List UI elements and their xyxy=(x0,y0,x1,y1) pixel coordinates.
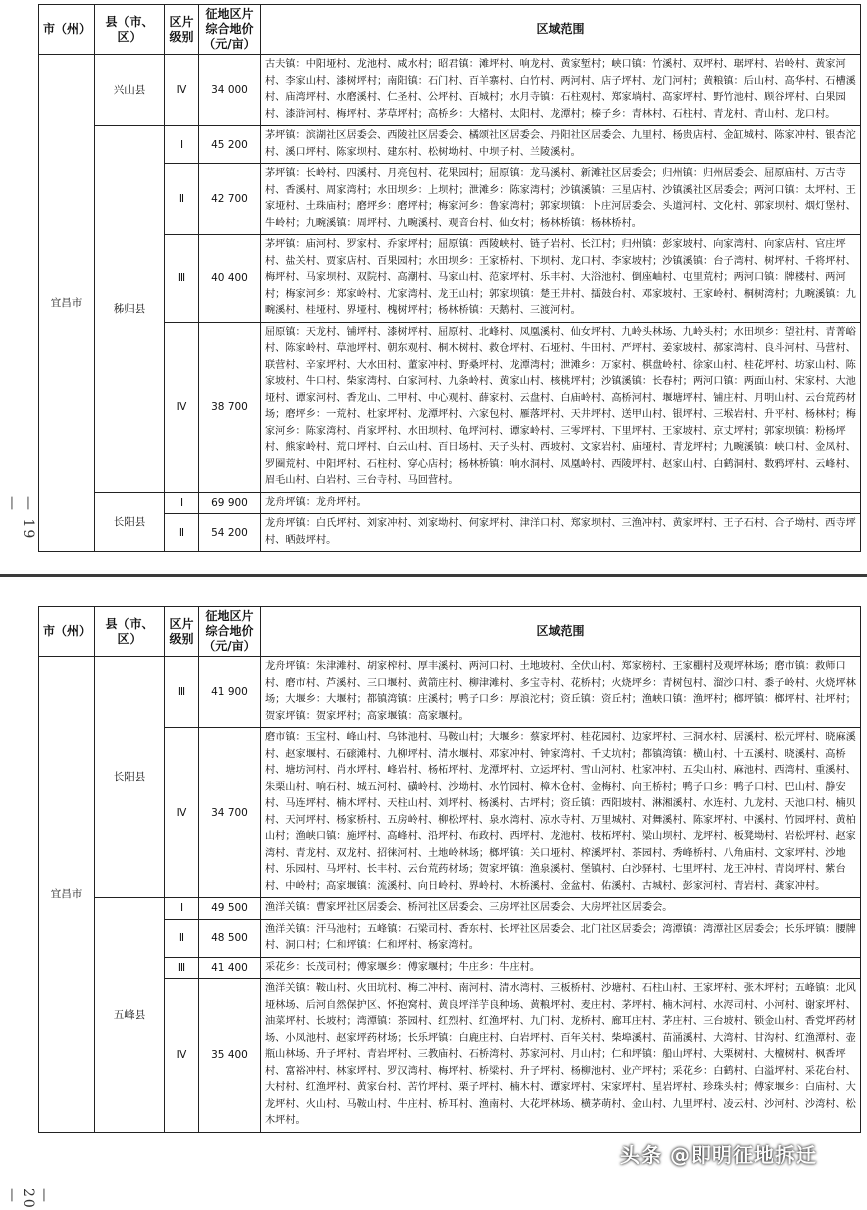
table-row xyxy=(39,657,861,728)
area-cell: 渔洋关镇：汗马池村；五峰镇：石梁司村、香东村、长坪社区居委会、北门社区居委会；湾潭镇：湾潭社区居委会；长乐坪镇：腰牌村、洞口村；仁和坪镇：仁和坪村、杨家湾村。 xyxy=(261,919,861,957)
area-cell: 渔洋关镇：曹家坪社区居委会、桥河社区居委会、三房坪社区居委会、大房坪社区居委会。 xyxy=(261,898,861,920)
city-cell: 宜昌市 xyxy=(39,55,95,552)
area-cell: 古夫镇：中阳垭村、龙池村、咸水村；昭君镇：滩坪村、响龙村、黄家堑村；峡口镇：竹溪村、双坪村、琚坪村、岩岭村、黄家河村、李家山村、漆树坪村；南阳镇：石门村、百羊寨村、白竹村、两河村、店子坪村、龙门河村；黄粮镇：后山村、高华村、石槽溪村、庙湾坪村、水磨溪村、仁圣村、公坪村、百城村；水月寺镇：石柱观村、郑家埫村、高家坪村、野竹池村、顾谷坪村、白果园村、漆浒河村、梅坪村、茅草坪村；高桥乡：大楮村、太阳村、龙潭村；榛子乡：青林村、石柱村、青龙村、青山村、龙口村。 xyxy=(261,55,861,126)
area-cell: 茅坪镇：滨湖社区居委会、西陵社区居委会、橘颂社区居委会、丹阳社区居委会、九里村、杨贵店村、金缸城村、陈家冲村、银杏沱村、溪口坪村、陈家坝村、建东村、松树坳村、中坝子村、兰陵溪村。 xyxy=(261,126,861,164)
table-row xyxy=(39,55,861,126)
price-cell: 54 200 xyxy=(199,514,261,552)
table-row xyxy=(39,898,861,920)
price-cell: 41 900 xyxy=(199,657,261,728)
header-level: 区片级别 xyxy=(165,5,199,55)
level-cell: Ⅳ xyxy=(165,55,199,126)
header-level: 区片级别 xyxy=(165,607,199,657)
area-cell: 茅坪镇：长岭村、四溪村、月亮包村、花果园村；屈原镇：龙马溪村、新滩社区居委会；归州镇：归州居委会、屈原庙村、万古寺村、香溪村、周家湾村；水田坝乡：上坝村；泄滩乡：陈家湾村；沙镇溪镇：三星店村、沙镇溪社区居委会；两河口镇：太坪村、王家垭村、土珠庙村；磨坪乡：磨坪村；梅家河乡：鲁家湾村；郭家坝镇：卜庄河居委会、头道河村、文化村、郭家坝村、烟灯堡村、牛岭村；九畹溪镇：周坪村、九畹溪村、观音台村、仙女村；杨林桥镇：杨林桥村。 xyxy=(261,164,861,235)
page-number-20: — 20 — xyxy=(4,1188,52,1210)
level-cell: Ⅱ xyxy=(165,164,199,235)
table-row xyxy=(39,492,861,514)
level-cell: Ⅲ xyxy=(165,957,199,979)
price-cell: 40 400 xyxy=(199,235,261,323)
level-cell: Ⅱ xyxy=(165,919,199,957)
header-county: 县（市、区） xyxy=(95,607,165,657)
table-header-row xyxy=(39,5,861,55)
table-header-row xyxy=(39,607,861,657)
price-cell: 34 000 xyxy=(199,55,261,126)
county-cell-wufeng: 五峰县 xyxy=(95,898,165,1133)
page-separator xyxy=(0,560,867,590)
level-cell: Ⅳ xyxy=(165,728,199,898)
level-cell: Ⅳ xyxy=(165,979,199,1133)
area-cell: 采花乡：长茂司村；傅家堰乡：傅家堰村；牛庄乡：牛庄村。 xyxy=(261,957,861,979)
county-cell-xingshan: 兴山县 xyxy=(95,55,165,126)
price-cell: 48 500 xyxy=(199,919,261,957)
land-price-table-page-19 xyxy=(38,4,861,552)
page-number-19: — 19 — xyxy=(4,496,36,541)
level-cell: Ⅰ xyxy=(165,492,199,514)
header-county: 县（市、区） xyxy=(95,5,165,55)
header-city: 市（州） xyxy=(39,5,95,55)
header-city: 市（州） xyxy=(39,607,95,657)
price-cell: 34 700 xyxy=(199,728,261,898)
header-price: 征地区片综合地价（元/亩） xyxy=(199,5,261,55)
price-cell: 35 400 xyxy=(199,979,261,1133)
area-cell: 龙舟坪镇：朱津滩村、胡家榨村、厚丰溪村、两河口村、土地坡村、全伏山村、郑家榜村、王家棚村及观坪林场；磨市镇：救师口村、磨市村、芦溪村、三口堰村、黄箭庄村、柳津滩村、多宝寺村、花桥村；火烧坪乡：青树包村、溜沙口村、黍子岭村、火烧坪林场；大堰乡：大堰村；都镇湾镇：庄溪村；鸭子口乡：厚浪沱村；资丘镇：资丘村；渔峡口镇：渔坪村；榔坪镇：榔坪村、社坪村；贺家坪镇：贺家坪村；高家堰镇：高家堰村。 xyxy=(261,657,861,728)
area-cell: 茅坪镇：庙河村、罗家村、乔家坪村；屈原镇：西陵峡村、链子岩村、长江村；归州镇：彭家坡村、向家湾村、向家店村、官庄坪村、盐关村、贾家店村、百果园村；水田坝乡：王家桥村、下坝村、龙口村、李家坡村；沙镇溪镇：台子湾村、树坪村、千将坪村、梅坪村、马家坝村、双院村、高潮村、马家山村、范家坪村、乐丰村、大浴池村、倒座岫村、屯里荒村；两河口镇：牌楼村、两河村；梅家河乡：郑家岭村、尤家湾村、龙王山村；郭家坝镇：楚王井村、擂鼓台村、邓家坡村、王家岭村、桐树湾村；九畹溪镇：九畹溪村、桂垭村、界垭村、槐树坪村；杨林桥镇：天鹅村、三渡河村。 xyxy=(261,235,861,323)
price-cell: 41 400 xyxy=(199,957,261,979)
city-cell: 宜昌市 xyxy=(39,657,95,1133)
level-cell: Ⅳ xyxy=(165,322,199,492)
page-19 xyxy=(0,0,867,560)
price-cell: 38 700 xyxy=(199,322,261,492)
level-cell: Ⅲ xyxy=(165,657,199,728)
area-cell: 屈原镇：天龙村、铺坪村、漆树坪村、屈原村、北峰村、凤凰溪村、仙女坪村、九岭头林场、九岭头村；水田坝乡：望社村、青菁峪村、陈家岭村、草池坪村、朝东观村、桐木树村、救仓坪村、石垭村、牛田村、严坪村、姜家坡村、郝家湾村、良斗河村、马营村、联营村、辛家坪村、大水田村、董家冲村、野桑坪村、龙潭湾村；泄滩乡：万家村、棋盘岭村、徐家山村、桂花坪村、坊家山村、陈家坡村、牛口村、柴家湾村、白家河村、九条岭村、黄家山村、核桃坪村；沙镇溪镇：长春村；两河口镇：两面山村、宋家村、大池垭村、谭家河村、香龙山、二甲村、中心观村、薛家村、云盘村、白庙岭村、高桥河村、堰塘坪村、铺庄村、月明山村、云台荒药材场；磨坪乡：一荒村、杜家坪村、龙潭坪村、六家包村、雁落坪村、天井坪村、送甲山村、银坪村、三堠岩村、升平村、杨林村；梅家河乡：陈家湾村、肖家坪村、水田坝村、龟坪河村、谭家岭村、三零坪村、下里坪村、王家坡村、京丈坪村；郭家坝镇：粉杨坪村、熊家岭村、荒口坪村、白云山村、百日场村、天子头村、西坡村、文家岩村、庙垭村、青龙坪村；九畹溪镇：峡口村、金凤村、罗圈荒村、中阳坪村、石柱村、穿心店村；杨林桥镇：响水洞村、凤凰岭村、西陵坪村、赵家山村、白鹤洞村、数鸦坪村、云峰村、眉毛山村、白岩村、三台寺村、马回营村。 xyxy=(261,322,861,492)
watermark: 头条 @即明征地拆迁 xyxy=(620,1143,817,1167)
level-cell: Ⅲ xyxy=(165,235,199,323)
header-area: 区域范围 xyxy=(261,607,861,657)
area-cell: 龙舟坪镇：白氏坪村、刘家冲村、刘家坳村、何家坪村、津洋口村、郑家坝村、三渔冲村、黄家坪村、王子石村、合子坳村、西寺坪村、晒鼓坪村。 xyxy=(261,514,861,552)
county-cell-zigui: 秭归县 xyxy=(95,126,165,493)
county-cell-changyang: 长阳县 xyxy=(95,492,165,552)
land-price-table-page-20 xyxy=(38,606,861,1133)
level-cell: Ⅰ xyxy=(165,126,199,164)
price-cell: 45 200 xyxy=(199,126,261,164)
level-cell: Ⅰ xyxy=(165,898,199,920)
area-cell: 渔洋关镇：鞍山村、火田坑村、梅二冲村、南河村、清水湾村、三板桥村、沙塘村、石柱山村、王家坪村、张木坪村；五峰镇：北风垭林场、后河自然保护区、怀抱窝村、黄良坪洋芋良种场、黄粮坪村、麦庄村、茅坪村、楠木河村、水浕司村、小河村、谢家坪村、油菜坪村、长坡村；湾潭镇：茶园村、红烈村、红渔坪村、九门村、龙桥村、廊耳庄村、茅庄村、三台坡村、锁金山村、香党坪药材场、小凤池村、赵家坪药材场；长乐坪镇：白鹿庄村、白岩坪村、百年关村、柴埠溪村、苗涌溪村、大湾村、甘沟村、红渔潭村、壶瓶山林场、升子坪村、青岩坪村、三教庙村、石桥湾村、苏家河村、月山村；仁和坪镇：船山坪村、大栗树村、大檀树村、枫香坪村、富裕冲村、林家坪村、罗汉湾村、梅坪村、桥梁村、升子坪村、杨柳池村、业产坪村；采花乡：白鹤村、白溢坪村、采花台村、大村村、红渔坪村、黄家台村、苦竹坪村、栗子坪村、楠木村、谭家坪村、宋家坪村、星岩坪村、珍珠头村；傅家堰乡：白庙村、大龙坪村、火山村、马鞍山村、牛庄村、桥耳村、渔南村、大花坪林场、横茅萌村、金山村、九里坪村、凌云村、沙河村、沙湾村、松木坪村。 xyxy=(261,979,861,1133)
price-cell: 69 900 xyxy=(199,492,261,514)
county-cell-changyang: 长阳县 xyxy=(95,657,165,898)
header-price: 征地区片综合地价（元/亩） xyxy=(199,607,261,657)
header-area: 区域范围 xyxy=(261,5,861,55)
table-row xyxy=(39,126,861,164)
area-cell: 磨市镇：玉宝村、峰山村、乌钵池村、马鞍山村；大堰乡：蔡家坪村、桂花园村、边家坪村、三洞水村、居溪村、松元坪村、晓麻溪村、赵家堰村、石磙滩村、九柳坪村、清水堰村、邓家冲村、钟家湾村、千丈坑村；都镇湾镇：横山村、十五溪村、晓溪村、高桥村、塘坊河村、肖水坪村、峰岩村、杨柘坪村、龙潭坪村、立运坪村、雪山河村、杜家冲村、五尖山村、麻池村、西湾村、重溪村、朱栗山村、响石村、城五河村、磺岭村、沙坳村、水竹园村、樟木仓村、金梅村、向王桥村；鸭子口乡：鸭子口村、巴山村、静安村、马连坪村、楠木坪村、天柱山村、刘坪村、杨溪村、古坪村；资丘镇：西阳坡村、淋湘溪村、水连村、九龙村、天池口村、楠贝村、天河坪村、杨家桥村、五房岭村、柳松坪村、泉水湾村、凉水寺村、万里城村、对舞溪村、陈家坪村、中溪村、竹园坪村、黄柏山村；渔峡口镇：施坪村、高峰村、沿坪村、布政村、西坪村、龙池村、枝柘坪村、梁山坝村、龙坪村、板凳坳村、岩松坪村、赵家湾村、青龙村、双龙村、招徕河村、土地岭林场；榔坪镇：关口垭村、榨溪坪村、茶园村、秀峰桥村、八角庙村、文家坪村、沙地村、乐园村、马坪村、长丰村、云台荒药材场；贺家坪镇：渔泉溪村、堡镇村、白沙驿村、七里坪村、龙王冲村、青岗坪村、紫台村、中岭村；高家堰镇：流溪村、向日岭村、界岭村、木桥溪村、金盆村、佑溪村、古城村、彭家河村、青岩村、龚家冲村。 xyxy=(261,728,861,898)
price-cell: 42 700 xyxy=(199,164,261,235)
page-20 xyxy=(0,590,867,1210)
area-cell: 龙舟坪镇：龙舟坪村。 xyxy=(261,492,861,514)
level-cell: Ⅱ xyxy=(165,514,199,552)
price-cell: 49 500 xyxy=(199,898,261,920)
